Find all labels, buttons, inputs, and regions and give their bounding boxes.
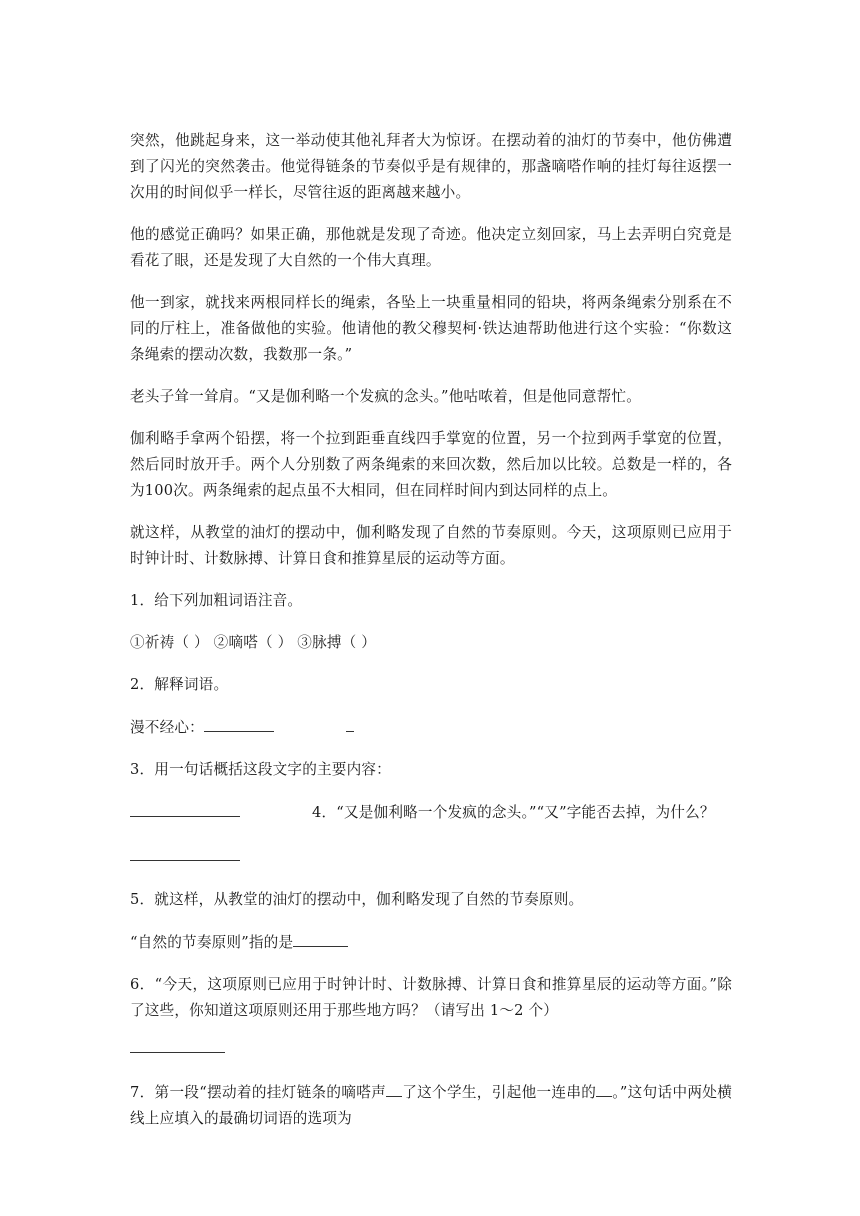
question-6-text: 6．“今天，这项原则已应用于时钟计时、计数脉搏、计算日食和推算星辰的运动等方面。”除了这些，你知道这项原则还用于那些地方吗？（请写出 1～2 个）	[130, 976, 732, 1019]
question-4-answer-blank[interactable]	[130, 842, 240, 861]
question-4-text: 4．“又是伽利略一个发疯的念头。”“又”字能否去掉，为什么？	[312, 804, 715, 821]
question-7-part-3: 。”这句话中两处横线上应填入的最确切词语的选项为	[130, 1084, 732, 1127]
question-5-prompt: “自然的节奏原则”指的是	[130, 934, 294, 951]
passage-paragraph-1: 突然，他跳起身来，这一举动使其他礼拜者大为惊讶。在摆动着的油灯的节奏中，他仿佛遭到了闪光的突然袭击。他觉得链条的节奏似乎是有规律的，那盏嘀嗒作响的挂灯每往返摆一次用的时间似乎一样长，尽管往返的距离越来越小。	[130, 132, 732, 201]
question-2-title: 2．解释词语。	[130, 676, 229, 693]
question-2-answer-blank[interactable]	[204, 714, 274, 732]
question-7	[130, 1079, 732, 1132]
worksheet-content	[130, 128, 732, 1148]
passage-paragraph-6: 就这样，从教堂的油灯的摆动中，伽利略发现了自然的节奏原则。今天，这项原则已应用于时钟计时、计数脉搏、计算日食和推算星辰的运动等方面。	[130, 524, 732, 567]
question-7-blank-1[interactable]	[386, 1079, 402, 1097]
passage-paragraph-2: 他的感觉正确吗？如果正确，那他就是发现了奇迹。他决定立刻回家，马上去弄明白究竟是看花了眼，还是发现了大自然的一个伟大真理。	[130, 226, 732, 269]
question-7-blank-2[interactable]	[596, 1079, 612, 1097]
question-1-items: ①祈祷（ ） ②嘀嗒（ ） ③脉搏（ ）	[130, 634, 377, 651]
passage-paragraph-3: 他一到家，就找来两根同样长的绳索，各坠上一块重量相同的铅块，将两条绳索分别系在不同的厅柱上，准备做他的实验。他请他的教父穆契柯·铁达迪帮助他进行这个实验：“你数这条绳索的摆动次数，我数那一条。”	[130, 294, 732, 363]
question-7-part-1: 7．第一段“摆动着的挂灯链条的嘀嗒声	[130, 1084, 387, 1101]
question-7-part-2: 了这个学生，引起他一连串的	[402, 1084, 597, 1101]
passage-paragraph-4: 老头子耸一耸肩。“又是伽利略一个发疯的念头。”他咕哝着，但是他同意帮忙。	[130, 388, 642, 405]
question-5-title: 5．就这样，从教堂的油灯的摆动中，伽利略发现了自然的节奏原则。	[130, 891, 584, 908]
question-5-answer-blank[interactable]	[293, 929, 348, 947]
question-1-title: 1．给下列加粗词语注音。	[130, 592, 303, 609]
question-3-title: 3．用一句话概括这段文字的主要内容：	[130, 761, 391, 778]
question-2-answer-blank-tail	[346, 714, 354, 732]
question-4	[130, 799, 732, 826]
question-6-answer-blank[interactable]	[130, 1034, 225, 1053]
passage-paragraph-5: 伽利略手拿两个铅摆，将一个拉到距垂直线四手掌宽的位置，另一个拉到两手掌宽的位置，然后同时放开手。两个人分别数了两条绳索的来回次数，然后加以比较。总数是一样的，各为100次。两条绳索的起点虽不大相同，但在同样时间内到达同样的点上。	[130, 430, 732, 499]
question-2-term: 漫不经心：	[130, 719, 204, 736]
question-2-line	[130, 714, 732, 741]
question-5-line	[130, 929, 732, 956]
question-3-answer-blank[interactable]	[130, 799, 240, 817]
